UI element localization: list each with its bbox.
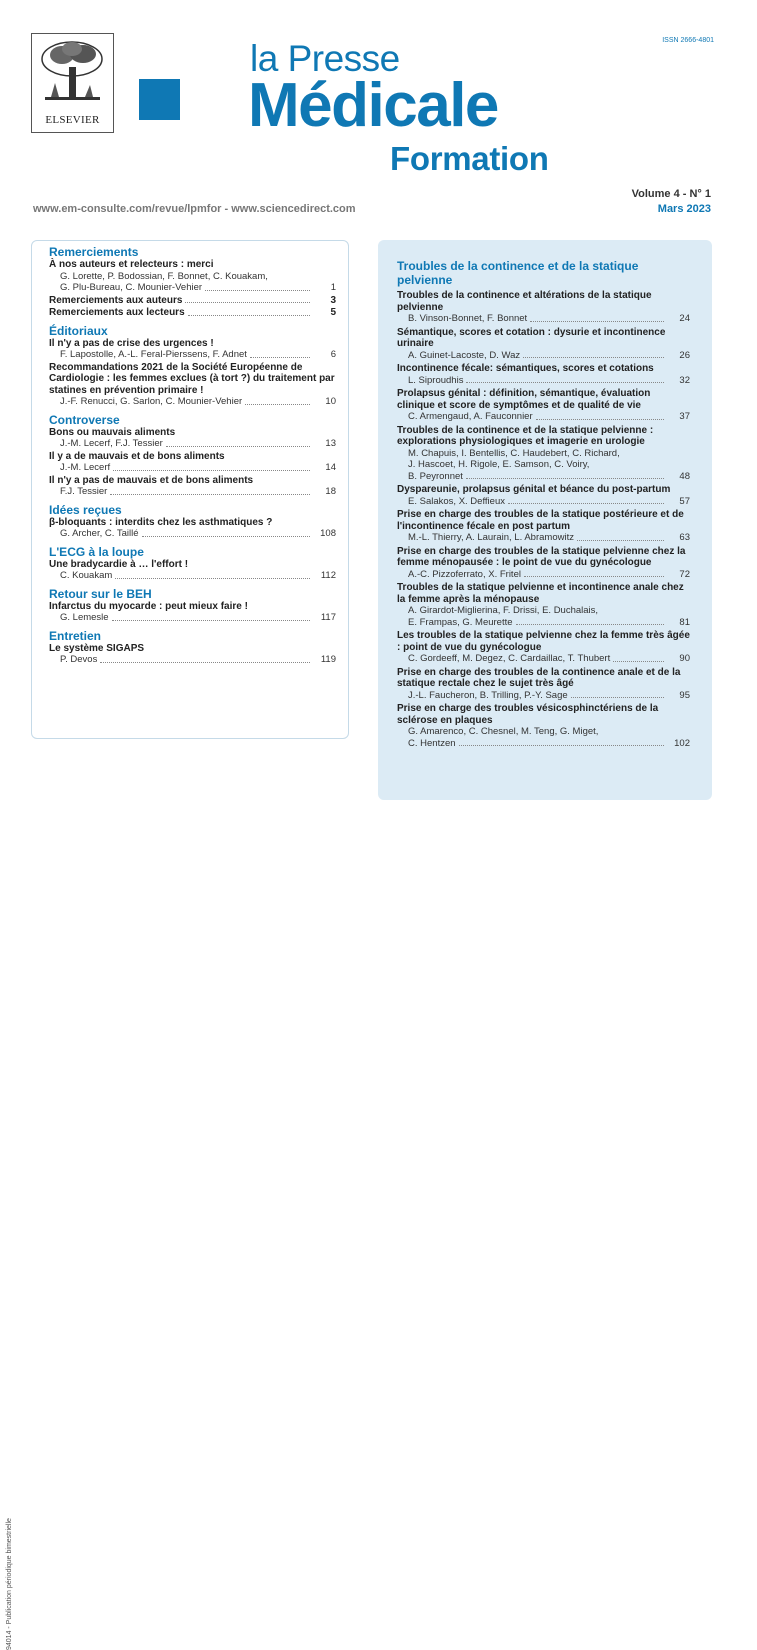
page-number: 3 [330,294,336,306]
section-heading: L'ECG à la loupe [49,544,144,559]
toc-article[interactable] [397,425,690,483]
toc-article[interactable] [397,363,690,386]
toc-entry-line [49,295,336,307]
article-title: Dyspareunie, prolapsus génital et béance du post-partum [397,484,671,495]
toc-article[interactable] [49,259,336,294]
page-number: 1 [330,282,336,293]
article-authors: M. Chapuis, I. Bentellis, C. Haudebert, C. Richard, [408,447,620,459]
dot-leader [523,357,664,358]
article-authors: E. Salakos, X. Deffieux [408,495,505,507]
article-authors: A. Girardot-Miglierina, F. Drissi, E. Duchalais, [408,605,599,616]
article-authors: C. Armengaud, A. Fauconnier [408,411,533,422]
toc-article[interactable] [397,327,690,362]
page-number: 10 [325,396,336,407]
elsevier-logo [31,33,114,133]
page-number: 48 [679,470,690,482]
toc-entry-line [397,532,690,544]
toc-article[interactable] [397,546,690,581]
page-number: 63 [679,532,690,543]
journal-title-line1: la Presse [250,38,400,79]
article-title: À nos auteurs et relecteurs : merci [49,259,214,270]
page-number: 57 [679,495,690,507]
dot-leader [530,321,664,322]
side-legal-text: 94014 - Publication périodique bimestrielle [6,1518,13,1650]
dot-leader [459,745,664,746]
dot-leader [205,290,310,291]
article-authors: F. Lapostolle, A.-L. Feral-Pierssens, F. Adnet [60,349,247,360]
dot-leader [577,540,664,541]
page-number: 95 [679,689,690,701]
dot-leader [508,503,664,504]
toc-entry-line [49,307,336,319]
dot-leader [142,536,311,537]
page-number: 18 [325,486,336,497]
dot-leader [113,470,310,471]
page-number: 119 [320,654,336,665]
issue-date: Mars 2023 [657,203,711,215]
toc-entry-line [397,653,690,665]
section-heading: Controverse [49,412,120,427]
page-number: 6 [330,349,336,360]
article-authors: A.-C. Pizzoferrato, X. Fritel [408,568,521,580]
article-authors: C. Kouakam [60,570,113,581]
toc-article[interactable] [49,295,336,307]
page-number: 108 [320,528,336,539]
toc-entry-line [49,396,336,408]
section-heading: Remerciements [49,245,139,259]
toc-entry-line [397,690,690,702]
dot-leader [466,382,664,383]
dot-leader [516,624,664,625]
dot-leader [100,662,310,663]
dot-leader [536,419,664,420]
side-legal-text-wrap [3,745,15,1650]
page-number: 24 [679,313,690,324]
article-authors: P. Devos [60,654,98,665]
article-title: Prise en charge des troubles de la statique postérieure et de l'incontinence fécale en post partum [397,509,684,532]
toc-article[interactable] [397,509,690,544]
section-heading: Idées reçues [49,502,122,517]
article-title: Remerciements aux auteurs [49,294,183,306]
toc-article[interactable] [397,630,690,665]
article-title: Incontinence fécale: sémantiques, scores et cotations [397,363,654,374]
toc-article[interactable] [49,362,336,408]
article-title: Prise en charge des troubles vésicosphinctériens de la sclérose en plaques [397,703,659,726]
dot-leader [112,620,310,621]
page-number: 13 [325,438,336,449]
article-title: Il y a de mauvais et de bons aliments [49,450,225,462]
article-authors: L. Siproudhis [408,374,464,386]
dot-leader [185,302,310,303]
article-title: Une bradycardie à … l'effort ! [49,558,189,570]
article-authors: G. Amarenco, C. Chesnel, M. Teng, G. Miget, [408,726,599,737]
toc-entry-line [397,617,690,629]
toc-left-panel [31,240,349,739]
toc-entry-line [397,738,690,750]
page-number: 32 [679,374,690,386]
section-heading: Retour sur le BEH [49,586,152,601]
article-title: Infarctus du myocarde : peut mieux faire ! [49,600,248,612]
page-number: 112 [320,570,336,581]
article-authors: C. Hentzen [408,737,456,749]
dot-leader [524,576,664,577]
toc-entry-line [49,612,336,624]
page-number: 81 [679,616,690,628]
journal-urls: www.em-consulte.com/revue/lpmfor - www.sciencedirect.com [33,203,356,215]
toc-article[interactable] [49,601,336,624]
article-authors: B. Peyronnet [408,470,463,482]
dot-leader [110,494,310,495]
article-authors: E. Frampas, G. Meurette [408,616,513,628]
toc-article[interactable] [49,559,336,582]
toc-entry-line [397,496,690,508]
section-heading: Troubles de la continence et de la statique pelvienne [397,259,639,287]
article-title: Troubles de la continence et altérations de la statique pelvienne [397,290,652,313]
dot-leader [613,661,664,662]
dot-leader [466,478,664,479]
toc-entry-line [397,375,690,387]
article-authors: J.-F. Renucci, G. Sarlon, C. Mounier-Vehier [60,396,243,407]
article-authors: F.J. Tessier [60,486,108,497]
article-title: Prise en charge des troubles de la continence anale et de la statique rectale chez le sujet très âgé [397,666,681,689]
journal-title-line3: Formation [390,140,549,177]
page-number: 90 [679,653,690,664]
toc-article[interactable] [49,307,336,319]
toc-entry-line [397,313,690,325]
toc-article[interactable] [49,427,336,450]
article-authors: M.-L. Thierry, A. Laurain, L. Abramowitz [408,532,574,543]
toc-article[interactable] [397,667,690,702]
toc-entry-line [49,349,336,361]
dot-leader [115,578,310,579]
dot-leader [245,404,310,405]
brand-square [139,79,180,120]
toc-entry-line [49,282,336,294]
page-number: 102 [674,737,690,749]
article-authors: C. Gordeeff, M. Degez, C. Cardaillac, T. Thubert [408,653,611,664]
toc-article[interactable] [397,582,690,628]
article-title: Recommandations 2021 de la Société Européenne de Cardiologie : les femmes exclues (à tort ?) du traitement par statines en prévention primaire ! [49,361,335,396]
article-title: Prolapsus génital : définition, sémantique, évaluation clinique et score de symptômes et de qualité de vie [397,388,651,411]
toc-entry-line [397,411,690,423]
page-number: 37 [679,411,690,422]
toc-article[interactable] [49,643,336,666]
toc-right-panel [378,240,712,800]
toc-article[interactable] [397,290,690,325]
toc-entry-line [397,471,690,483]
article-title: Sémantique, scores et cotation : dysurie et incontinence urinaire [397,326,666,349]
dot-leader [250,357,310,358]
article-title: Remerciements aux lecteurs [49,307,185,318]
page-number: 72 [679,568,690,580]
toc-entry-line [49,438,336,450]
article-authors: G. Lorette, P. Bodossian, F. Bonnet, C. Kouakam, [60,270,268,282]
article-authors: J. Hascoet, H. Rigole, E. Samson, C. Voiry, [408,459,590,470]
toc-entry-line [49,654,336,666]
toc-entry-line [397,569,690,581]
article-title: Troubles de la continence et de la statique pelvienne : explorations physiologiques et imagerie en urologie [397,424,654,447]
elsevier-tree-icon [37,39,108,103]
toc-entry-line [49,486,336,498]
toc-article[interactable] [49,517,336,540]
toc-article[interactable] [397,388,690,423]
article-title: β-bloquants : interdits chez les asthmatiques ? [49,516,273,528]
toc-article[interactable] [49,338,336,361]
section-heading: Entretien [49,628,102,643]
volume-number: Volume 4 - N° 1 [631,188,711,200]
article-title: Il n'y a pas de mauvais et de bons aliments [49,474,254,486]
toc-entry-line [397,350,690,362]
page-number: 5 [330,307,336,318]
toc-article[interactable] [49,475,336,498]
article-title: Bons ou mauvais aliments [49,426,176,438]
article-authors: B. Vinson-Bonnet, F. Bonnet [408,313,528,324]
article-authors: J.-M. Lecerf [60,462,111,473]
toc-article[interactable] [397,703,690,749]
toc-entry-line [49,462,336,474]
toc-article[interactable] [397,484,690,507]
article-authors: G. Lemesle [60,612,109,623]
article-title: Le système SIGAPS [49,642,145,654]
dot-leader [166,446,310,447]
article-authors: G. Archer, C. Taillé [60,528,139,539]
toc-article[interactable] [49,451,336,474]
article-authors: J.-L. Faucheron, B. Trilling, P.-Y. Sage [408,689,568,701]
article-authors: G. Plu-Bureau, C. Mounier-Vehier [60,282,203,293]
section-heading: Éditoriaux [49,323,108,338]
dot-leader [188,315,310,316]
journal-title-line2: Médicale [248,71,498,140]
issn: ISSN 2666-4801 [662,37,714,44]
article-authors: J.-M. Lecerf, F.J. Tessier [60,438,163,449]
article-title: Troubles de la statique pelvienne et incontinence anale chez la femme après la ménopause [397,582,684,605]
toc-entry-line [49,528,336,540]
article-authors: A. Guinet-Lacoste, D. Waz [408,349,521,361]
publisher-name: ELSEVIER [45,114,100,126]
article-title: Il n'y a pas de crise des urgences ! [49,337,214,349]
page-number: 14 [325,462,336,473]
article-title: Prise en charge des troubles de la statique pelvienne chez la femme ménopausée : le point de vue du gynécologue [397,545,686,568]
dot-leader [571,697,664,698]
page-number: 117 [320,612,336,623]
article-title: Les troubles de la statique pelvienne chez la femme très âgée : point de vue du gynécologue [397,630,690,653]
page-number: 26 [679,349,690,361]
toc-entry-line [49,570,336,582]
